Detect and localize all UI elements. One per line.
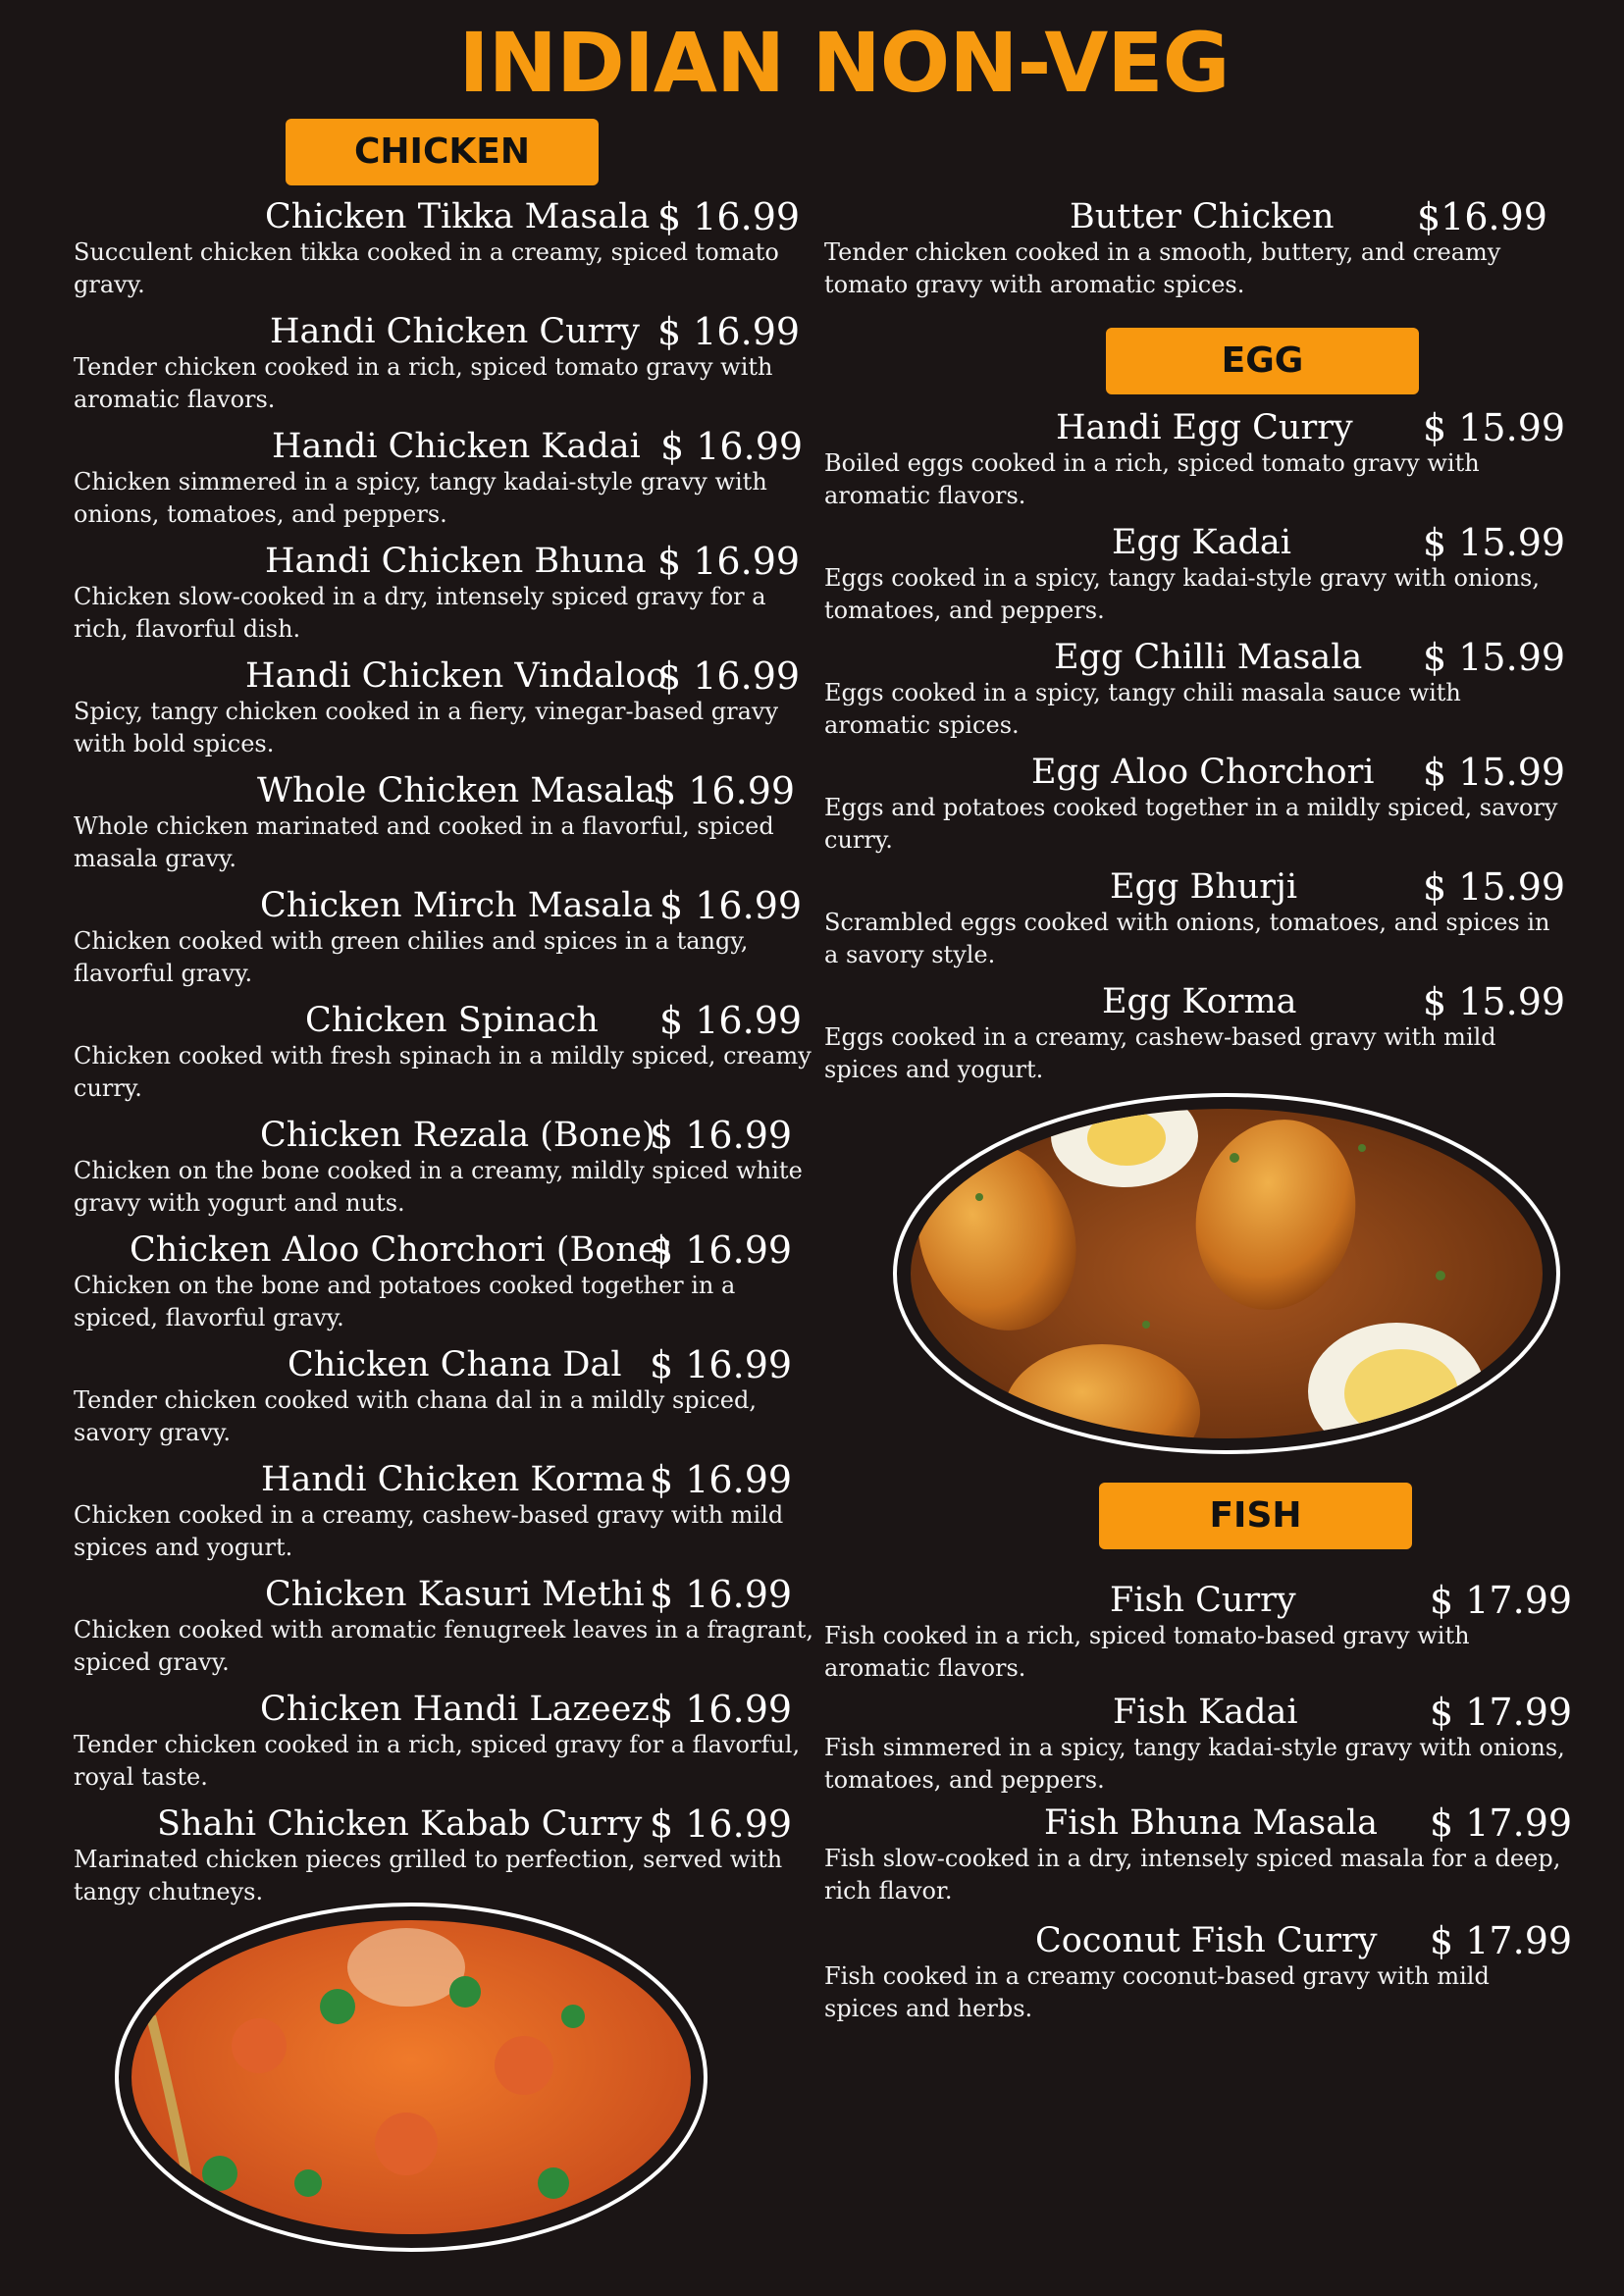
- item-name: Egg Aloo Chorchori: [1031, 753, 1375, 792]
- item-description: Tender chicken cooked in a smooth, buttery, and creamy tomato gravy with aromatic spices.: [824, 238, 1501, 298]
- item-description: Marinated chicken pieces grilled to perfection, served with tangy chutneys.: [74, 1846, 783, 1905]
- menu-item-chicken-mirch-masala: [74, 880, 814, 990]
- item-price: $ 17.99: [1430, 1691, 1573, 1734]
- menu-item-handi-chicken-bhuna: [74, 536, 814, 646]
- item-description: Scrambled eggs cooked with onions, tomatoes, and spices in a savory style.: [824, 909, 1550, 968]
- menu-item-chicken-tikka-masala: [74, 191, 814, 301]
- menu-item-handi-chicken-curry: [74, 306, 814, 416]
- item-description: Eggs cooked in a spicy, tangy chili masala sauce with aromatic spices.: [824, 679, 1461, 739]
- fish-section-badge: FISH: [1099, 1483, 1412, 1549]
- menu-item-egg-korma: [824, 976, 1565, 1086]
- item-name: Whole Chicken Masala: [257, 771, 655, 810]
- menu-item-egg-kadai: [824, 517, 1565, 627]
- menu-item-handi-egg-curry: [824, 402, 1565, 512]
- menu-item-chicken-aloo-chorchori-bone: [74, 1225, 814, 1334]
- item-description: Chicken on the bone and potatoes cooked together in a spiced, flavorful gravy.: [74, 1272, 736, 1331]
- item-name: Chicken Mirch Masala: [260, 886, 654, 925]
- item-name: Handi Chicken Korma: [261, 1460, 646, 1499]
- item-description: Tender chicken cooked in a rich, spiced gravy for a flavorful, royal taste.: [74, 1731, 801, 1791]
- item-description: Chicken simmered in a spicy, tangy kadai-style gravy with onions, tomatoes, and peppers.: [74, 468, 767, 528]
- menu-item-butter-chicken: [824, 191, 1565, 301]
- chicken-section-badge: CHICKEN: [286, 119, 599, 185]
- item-price: $ 15.99: [1423, 980, 1566, 1023]
- butter-chicken-photo: [112, 1899, 710, 2257]
- item-description: Boiled eggs cooked in a rich, spiced tomato gravy with aromatic flavors.: [824, 449, 1480, 509]
- menu-item-handi-chicken-korma: [74, 1454, 814, 1564]
- item-description: Fish slow-cooked in a dry, intensely spiced masala for a deep, rich flavor.: [824, 1845, 1561, 1905]
- menu-item-egg-aloo-chorchori: [824, 747, 1565, 857]
- menu-title: INDIAN NON-VEG: [458, 15, 1230, 111]
- item-name: Handi Chicken Vindaloo: [245, 656, 667, 696]
- item-name: Chicken Spinach: [305, 1001, 599, 1040]
- item-description: Chicken on the bone cooked in a creamy, mildly spiced white gravy with yogurt and nuts.: [74, 1157, 803, 1217]
- menu-item-chicken-kasuri-methi: [74, 1569, 814, 1679]
- item-description: Chicken cooked with aromatic fenugreek leaves in a fragrant, spiced gravy.: [74, 1616, 814, 1676]
- item-price: $ 16.99: [650, 1573, 793, 1616]
- item-name: Chicken Tikka Masala: [265, 197, 651, 236]
- menu-item-coconut-fish-curry: [824, 1915, 1573, 2025]
- item-description: Chicken cooked with fresh spinach in a mildly spiced, creamy curry.: [74, 1042, 812, 1102]
- item-description: Fish simmered in a spicy, tangy kadai-style gravy with onions, tomatoes, and peppers.: [824, 1734, 1565, 1794]
- item-price: $ 16.99: [659, 884, 803, 927]
- item-name: Chicken Rezala (Bone): [260, 1116, 655, 1155]
- item-price: $ 16.99: [650, 1114, 793, 1157]
- menu-item-egg-chilli-masala: [824, 632, 1565, 742]
- item-price: $ 16.99: [657, 195, 801, 238]
- item-name: Shahi Chicken Kabab Curry: [157, 1804, 643, 1844]
- menu-item-fish-bhuna-masala: [824, 1798, 1573, 1907]
- item-name: Egg Bhurji: [1110, 867, 1298, 907]
- item-price: $ 16.99: [650, 1802, 793, 1846]
- menu-item-shahi-chicken-kabab-curry: [74, 1799, 814, 1908]
- menu-item-whole-chicken-masala: [74, 765, 814, 875]
- item-name: Egg Kadai: [1112, 523, 1291, 562]
- item-price: $ 15.99: [1423, 865, 1566, 909]
- item-name: Chicken Kasuri Methi: [265, 1575, 645, 1614]
- item-price: $ 16.99: [659, 999, 803, 1042]
- item-name: Handi Chicken Kadai: [272, 427, 641, 466]
- menu-item-handi-chicken-kadai: [74, 421, 814, 531]
- item-name: Fish Kadai: [1113, 1693, 1298, 1732]
- menu-item-chicken-handi-lazeez: [74, 1684, 814, 1794]
- item-price: $ 16.99: [660, 425, 804, 468]
- item-name: Handi Chicken Bhuna: [265, 542, 647, 581]
- item-price: $ 15.99: [1423, 406, 1566, 449]
- item-description: Fish cooked in a creamy coconut-based gravy with mild spices and herbs.: [824, 1962, 1490, 2022]
- menu-item-egg-bhurji: [824, 861, 1565, 971]
- item-price: $ 15.99: [1423, 751, 1566, 794]
- item-description: Chicken slow-cooked in a dry, intensely spiced gravy for a rich, flavorful dish.: [74, 583, 766, 643]
- menu-item-handi-chicken-vindaloo: [74, 651, 814, 760]
- item-description: Succulent chicken tikka cooked in a creamy, spiced tomato gravy.: [74, 238, 779, 298]
- item-price: $ 15.99: [1423, 636, 1566, 679]
- item-price: $ 16.99: [650, 1343, 793, 1386]
- menu-item-fish-kadai: [824, 1687, 1573, 1797]
- item-description: Eggs cooked in a spicy, tangy kadai-style gravy with onions, tomatoes, and peppers.: [824, 564, 1540, 624]
- item-name: Coconut Fish Curry: [1035, 1921, 1378, 1960]
- item-name: Fish Bhuna Masala: [1044, 1803, 1379, 1843]
- menu-item-chicken-rezala-bone: [74, 1110, 814, 1220]
- item-description: Whole chicken marinated and cooked in a flavorful, spiced masala gravy.: [74, 812, 774, 872]
- item-price: $16.99: [1417, 195, 1547, 238]
- item-description: Eggs cooked in a creamy, cashew-based gravy with mild spices and yogurt.: [824, 1023, 1496, 1083]
- item-name: Egg Korma: [1102, 982, 1297, 1021]
- item-price: $ 16.99: [657, 540, 801, 583]
- item-name: Handi Chicken Curry: [270, 312, 640, 351]
- item-name: Chicken Aloo Chorchori (Bone): [130, 1230, 672, 1270]
- item-name: Egg Chilli Masala: [1054, 638, 1363, 677]
- menu-item-chicken-spinach: [74, 995, 814, 1105]
- item-description: Chicken cooked with green chilies and spices in a tangy, flavorful gravy.: [74, 927, 749, 987]
- egg-section-badge: EGG: [1106, 328, 1419, 394]
- menu-item-chicken-chana-dal: [74, 1339, 814, 1449]
- item-description: Fish cooked in a rich, spiced tomato-based gravy with aromatic flavors.: [824, 1622, 1470, 1682]
- item-name: Chicken Handi Lazeez: [260, 1690, 650, 1729]
- item-name: Chicken Chana Dal: [288, 1345, 622, 1384]
- egg-curry-photo: [891, 1089, 1563, 1457]
- item-price: $ 17.99: [1430, 1801, 1573, 1845]
- item-name: Handi Egg Curry: [1056, 408, 1353, 447]
- item-description: Spicy, tangy chicken cooked in a fiery, vinegar-based gravy with bold spices.: [74, 698, 779, 757]
- item-name: Butter Chicken: [1070, 197, 1335, 236]
- item-description: Tender chicken cooked in a rich, spiced tomato gravy with aromatic flavors.: [74, 353, 773, 413]
- item-price: $ 16.99: [650, 1228, 793, 1272]
- item-price: $ 16.99: [653, 769, 796, 812]
- item-description: Eggs and potatoes cooked together in a mildly spiced, savory curry.: [824, 794, 1558, 854]
- item-name: Fish Curry: [1110, 1581, 1296, 1620]
- item-price: $ 17.99: [1430, 1919, 1573, 1962]
- item-price: $ 17.99: [1430, 1579, 1573, 1622]
- menu-item-fish-curry: [824, 1575, 1573, 1685]
- item-description: Chicken cooked in a creamy, cashew-based gravy with mild spices and yogurt.: [74, 1501, 784, 1561]
- item-price: $ 16.99: [657, 310, 801, 353]
- item-price: $ 16.99: [650, 1458, 793, 1501]
- item-price: $ 16.99: [657, 654, 801, 698]
- item-price: $ 16.99: [650, 1688, 793, 1731]
- item-price: $ 15.99: [1423, 521, 1566, 564]
- item-description: Tender chicken cooked with chana dal in a mildly spiced, savory gravy.: [74, 1386, 757, 1446]
